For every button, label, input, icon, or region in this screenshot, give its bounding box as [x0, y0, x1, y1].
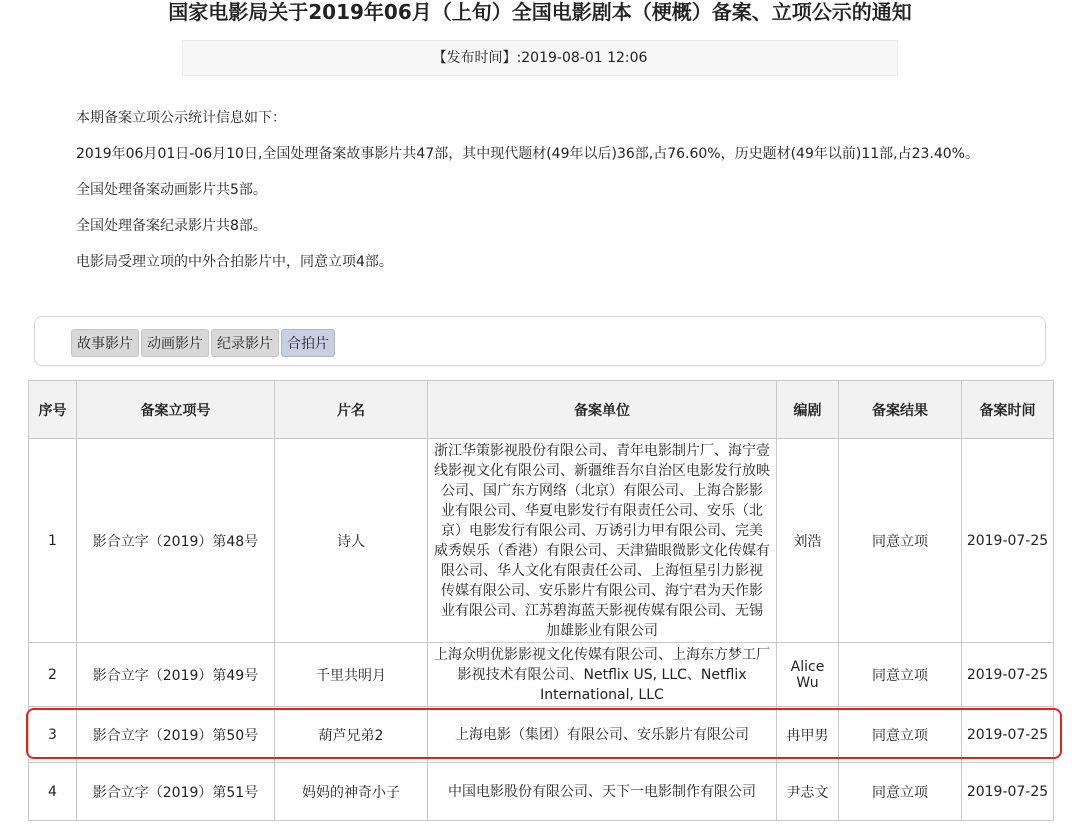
row-record-unit	[428, 707, 777, 763]
row-record-date: 2019-07-25	[962, 643, 1054, 707]
summary-section	[76, 102, 1066, 282]
row-index: 4	[29, 763, 77, 821]
row-record-unit	[428, 643, 777, 707]
header-record-unit: 备案单位	[428, 381, 777, 439]
row-result: 同意立项	[839, 763, 962, 821]
row-film-title: 葫芦兄弟2	[275, 707, 428, 763]
tab-animation-films[interactable]: 动画影片	[141, 329, 209, 357]
table-row	[29, 707, 1054, 763]
row-index: 3	[29, 707, 77, 763]
row-record-unit	[428, 763, 777, 821]
header-writer: 编剧	[777, 381, 839, 439]
unit-line: 浙江华策影视股份有限公司、青年电影制片厂、海宁壹	[434, 442, 770, 459]
row-record-date: 2019-07-25	[962, 439, 1054, 643]
unit-line: 京）电影发行有限公司、万诱引力甲有限公司、完美	[441, 522, 763, 539]
unit-line: 限公司、华人文化有限责任公司、上海恒星引力影视	[441, 562, 763, 579]
row-result: 同意立项	[839, 439, 962, 643]
row-record-number: 影合立字（2019）第49号	[77, 643, 275, 707]
row-film-title: 诗人	[275, 439, 428, 643]
unit-line: 威秀娱乐（香港）有限公司、天津猫眼微影文化传媒有	[434, 542, 770, 559]
publish-time-label: 【发布时间】	[432, 50, 517, 66]
tab-coproduction-films[interactable]: 合拍片	[281, 329, 335, 357]
row-record-date: 2019-07-25	[962, 763, 1054, 821]
unit-line: 业有限公司、华夏电影发行有限责任公司、安乐（北	[441, 502, 763, 519]
table-row	[29, 643, 1054, 707]
row-film-title: 妈妈的神奇小子	[275, 763, 428, 821]
category-tab-bar	[34, 316, 1046, 366]
unit-line: 传媒有限公司、安乐影片有限公司、海宁君为天作影	[441, 582, 763, 599]
unit-line: 业有限公司、江苏碧海蓝天影视传媒有限公司、无锡	[441, 602, 763, 619]
summary-line-coproduction: 电影局受理立项的中外合拍影片中，同意立项4部。	[76, 254, 393, 270]
page-title: 国家电影局关于2019年06月（上旬）全国电影剧本（梗概）备案、立项公示的通知	[168, 0, 912, 24]
publish-time-bar	[182, 40, 898, 76]
row-result: 同意立项	[839, 707, 962, 763]
unit-line: 上海众明优影影视文化传媒有限公司、上海东方梦工厂	[434, 646, 770, 663]
row-result: 同意立项	[839, 643, 962, 707]
summary-line-intro: 本期备案立项公示统计信息如下：	[76, 110, 286, 126]
unit-line: 上海电影（集团）有限公司、安乐影片有限公司	[455, 726, 749, 743]
header-index: 序号	[29, 381, 77, 439]
unit-line: 影视技术有限公司、Netflix US, LLC、Netflix	[457, 666, 747, 683]
unit-line: 加雄影业有限公司	[546, 622, 658, 639]
header-record-number: 备案立项号	[77, 381, 275, 439]
row-index: 1	[29, 439, 77, 643]
summary-line-animation: 全国处理备案动画影片共5部。	[76, 182, 267, 198]
row-film-title: 千里共明月	[275, 643, 428, 707]
unit-line: 线影视文化有限公司、新疆维吾尔自治区电影发行放映	[434, 462, 770, 479]
unit-line: International, LLC	[540, 686, 664, 703]
row-record-date: 2019-07-25	[962, 707, 1054, 763]
summary-line-documentary: 全国处理备案纪录影片共8部。	[76, 218, 267, 234]
table-header-row	[29, 381, 1054, 439]
row-writer: 刘浩	[777, 439, 839, 643]
table-row	[29, 439, 1054, 643]
row-record-number: 影合立字（2019）第48号	[77, 439, 275, 643]
tab-story-films[interactable]: 故事影片	[71, 329, 139, 357]
row-record-unit	[428, 439, 777, 643]
row-record-number: 影合立字（2019）第51号	[77, 763, 275, 821]
row-record-number: 影合立字（2019）第50号	[77, 707, 275, 763]
row-writer: 尹志文	[777, 763, 839, 821]
table-row	[29, 763, 1054, 821]
summary-line-story-films: 2019年06月01日-06月10日,全国处理备案故事影片共47部，其中现代题材(49年以后)36部,占76.60%，历史题材(49年以前)11部,占23.40%。	[76, 146, 979, 162]
row-writer: Alice Wu	[777, 643, 839, 707]
records-table	[28, 380, 1054, 821]
tab-documentary-films[interactable]: 纪录影片	[211, 329, 279, 357]
publish-time-value: :2019-08-01 12:06	[516, 50, 648, 66]
header-film-title: 片名	[275, 381, 428, 439]
unit-line: 中国电影股份有限公司、天下一电影制作有限公司	[448, 783, 756, 800]
header-record-date: 备案时间	[962, 381, 1054, 439]
header-result: 备案结果	[839, 381, 962, 439]
unit-line: 公司、国广东方网络（北京）有限公司、上海合影影	[441, 482, 763, 499]
row-writer: 冉甲男	[777, 707, 839, 763]
row-index: 2	[29, 643, 77, 707]
